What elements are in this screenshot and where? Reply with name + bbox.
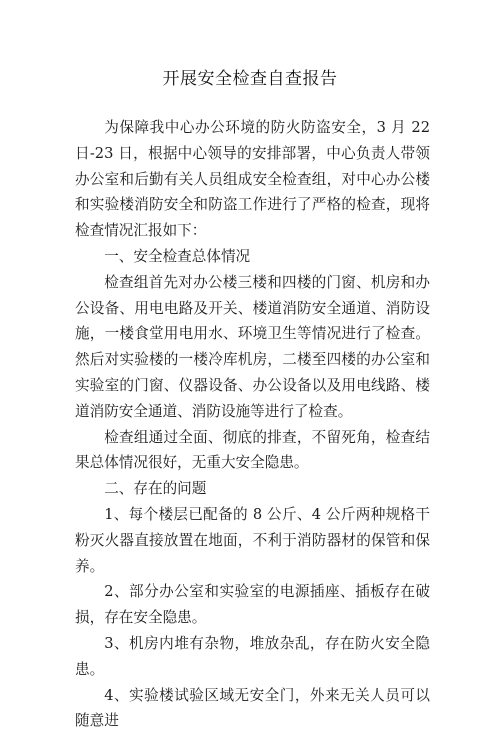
problem-item-1: 1、每个楼层已配备的 8 公斤、4 公斤两种规格干粉灭火器直接放置在地面，不利于消防器材的保管和保养。 — [75, 505, 430, 575]
document-title: 开展安全检查自查报告 — [162, 69, 338, 89]
overview-paragraph: 检查组首先对办公楼三楼和四楼的门窗、机房和办公设备、用电电路及开关、楼道消防安全通道、消防设施，一楼食堂用电用水、环境卫生等情况进行了检查。然后对实验楼的一楼冷库机房，二楼至四楼的办公室和实验室的门窗、仪器设备、办公设备以及用电线路、楼道消防安全通道、消防设施等进行了检查。 — [75, 273, 430, 420]
section-heading-overview: 一、安全检查总体情况 — [104, 247, 251, 265]
problem-item-4: 4、实验楼试验区域无安全门，外来无关人员可以随意进 — [75, 686, 430, 730]
result-paragraph: 检查组通过全面、彻底的排查，不留死角，检查结果总体情况很好，无重大安全隐患。 — [75, 428, 430, 472]
problem-item-2: 2、部分办公室和实验室的电源插座、插板存在破损，存在安全隐患。 — [75, 583, 430, 627]
section-heading-problems: 二、存在的问题 — [104, 480, 207, 498]
intro-paragraph: 为保障我中心办公环境的防火防盗安全，3 月 22 日-23 日，根据中心领导的安排部署，中心负责人带领办公室和后勤有关人员组成安全检查组，对中心办公楼和实验楼消防安全和防盗工作进行了严格的检查，现将检查情况汇报如下： — [75, 119, 430, 240]
document-body — [75, 115, 430, 734]
problem-item-3: 3、机房内堆有杂物，堆放杂乱，存在防火安全隐患。 — [75, 634, 430, 678]
